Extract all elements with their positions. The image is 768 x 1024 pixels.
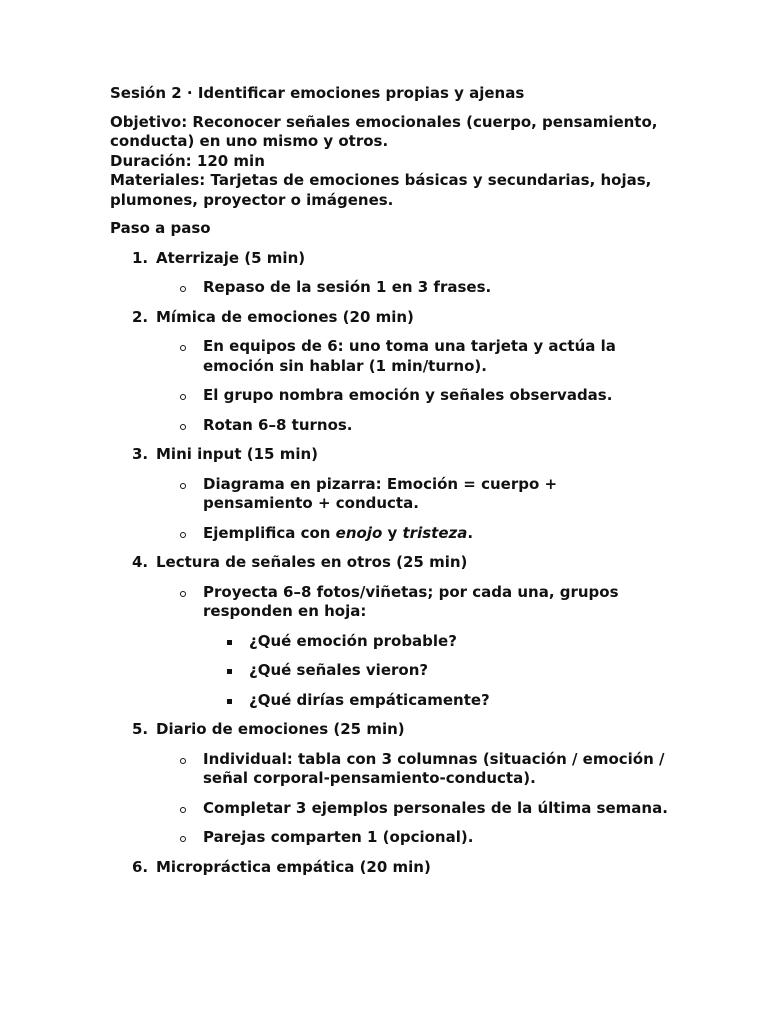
step-title-text: Micropráctica empática (20 min) <box>156 857 431 876</box>
subitem <box>110 750 670 789</box>
subitem <box>110 475 670 514</box>
subitem-text: El grupo nombra emoción y señales observadas. <box>203 386 613 404</box>
square-bullet-icon <box>227 640 232 645</box>
step-title <box>110 308 670 328</box>
step-item <box>110 445 670 543</box>
question-list <box>110 632 670 711</box>
subitem-text: Parejas comparten 1 (opcional). <box>203 828 474 846</box>
example-word-tristeza: tristeza <box>402 523 468 542</box>
circle-bullet-icon <box>180 836 186 842</box>
duration-text: Duración: 120 min <box>110 151 265 170</box>
subitem-text: En equipos de 6: uno toma una tarjeta y actúa la emoción sin hablar (1 min/turno). <box>203 337 616 375</box>
subitem-text: Individual: tabla con 3 columnas (situación / emoción / señal corporal-pensamiento-conducta). <box>203 749 665 787</box>
example-suffix: . <box>467 523 474 542</box>
step-title-text: Mímica de emociones (20 min) <box>156 307 414 326</box>
step-number: 5. <box>132 720 149 738</box>
question-item <box>110 632 670 652</box>
circle-bullet-icon <box>180 591 186 597</box>
circle-bullet-icon <box>180 807 186 813</box>
materials-text: Materiales: Tarjetas de emociones básicas y secundarias, hojas, plumones, proyector o imágenes. <box>110 171 652 209</box>
steps-heading: Paso a paso <box>110 219 211 237</box>
steps-list <box>110 249 670 878</box>
step-subitems <box>110 337 670 435</box>
step-title-text: Lectura de señales en otros (25 min) <box>156 553 468 571</box>
question-text: ¿Qué dirías empáticamente? <box>249 690 490 709</box>
example-connector: y <box>382 523 403 542</box>
circle-bullet-icon <box>180 483 186 489</box>
step-title-text: Mini input (15 min) <box>156 445 318 463</box>
subitem-text: Completar 3 ejemplos personales de la última semana. <box>203 798 668 817</box>
circle-bullet-icon <box>180 758 186 764</box>
subitem <box>110 524 670 544</box>
document-content <box>110 84 670 887</box>
subitem <box>110 337 670 376</box>
circle-bullet-icon <box>180 345 186 351</box>
step-item <box>110 858 670 878</box>
square-bullet-icon <box>227 669 232 674</box>
example-word-enojo: enojo <box>335 523 383 542</box>
step-number: 2. <box>132 307 149 326</box>
step-item <box>110 249 670 298</box>
step-number: 6. <box>132 857 149 876</box>
step-title-text: Diario de emociones (25 min) <box>156 720 405 738</box>
circle-bullet-icon <box>180 394 186 400</box>
question-text: ¿Qué emoción probable? <box>249 631 457 650</box>
subitem-text: Repaso de la sesión 1 en 3 frases. <box>203 278 492 296</box>
subitem <box>110 583 670 622</box>
step-item <box>110 308 670 436</box>
step-number: 3. <box>132 445 149 463</box>
step-subitems <box>110 475 670 544</box>
subitem <box>110 278 670 298</box>
subitem-text: Rotan 6–8 turnos. <box>203 415 353 434</box>
subitem <box>110 799 670 819</box>
subitem-text: Diagrama en pizarra: Emoción = cuerpo + pensamiento + conducta. <box>203 474 558 512</box>
circle-bullet-icon <box>180 286 186 292</box>
session-meta <box>110 113 670 211</box>
question-item <box>110 691 670 711</box>
step-number: 4. <box>132 553 149 571</box>
step-item <box>110 553 670 710</box>
circle-bullet-icon <box>180 424 186 430</box>
example-prefix: Ejemplifica con <box>203 523 336 542</box>
step-subitems <box>110 278 670 298</box>
step-title <box>110 445 670 465</box>
step-title <box>110 249 670 269</box>
question-item <box>110 661 670 681</box>
square-bullet-icon <box>227 699 232 704</box>
step-number: 1. <box>132 248 149 267</box>
subitem <box>110 416 670 436</box>
step-subitems <box>110 750 670 848</box>
step-title <box>110 858 670 878</box>
step-title <box>110 720 670 740</box>
session-title: Sesión 2 · Identificar emociones propias y ajenas <box>110 84 525 102</box>
subitem <box>110 828 670 848</box>
step-title-text: Aterrizaje (5 min) <box>156 248 306 267</box>
step-item <box>110 720 670 848</box>
subitem <box>110 386 670 406</box>
subitem-text: Proyecta 6–8 fotos/viñetas; por cada una, grupos responden en hoja: <box>203 582 619 620</box>
objective-text: Objetivo: Reconocer señales emocionales (cuerpo, pensamiento, conducta) en uno mismo y otros. <box>110 112 658 150</box>
step-subitems <box>110 583 670 622</box>
step-title <box>110 553 670 573</box>
circle-bullet-icon <box>180 532 186 538</box>
question-text: ¿Qué señales vieron? <box>249 661 429 679</box>
